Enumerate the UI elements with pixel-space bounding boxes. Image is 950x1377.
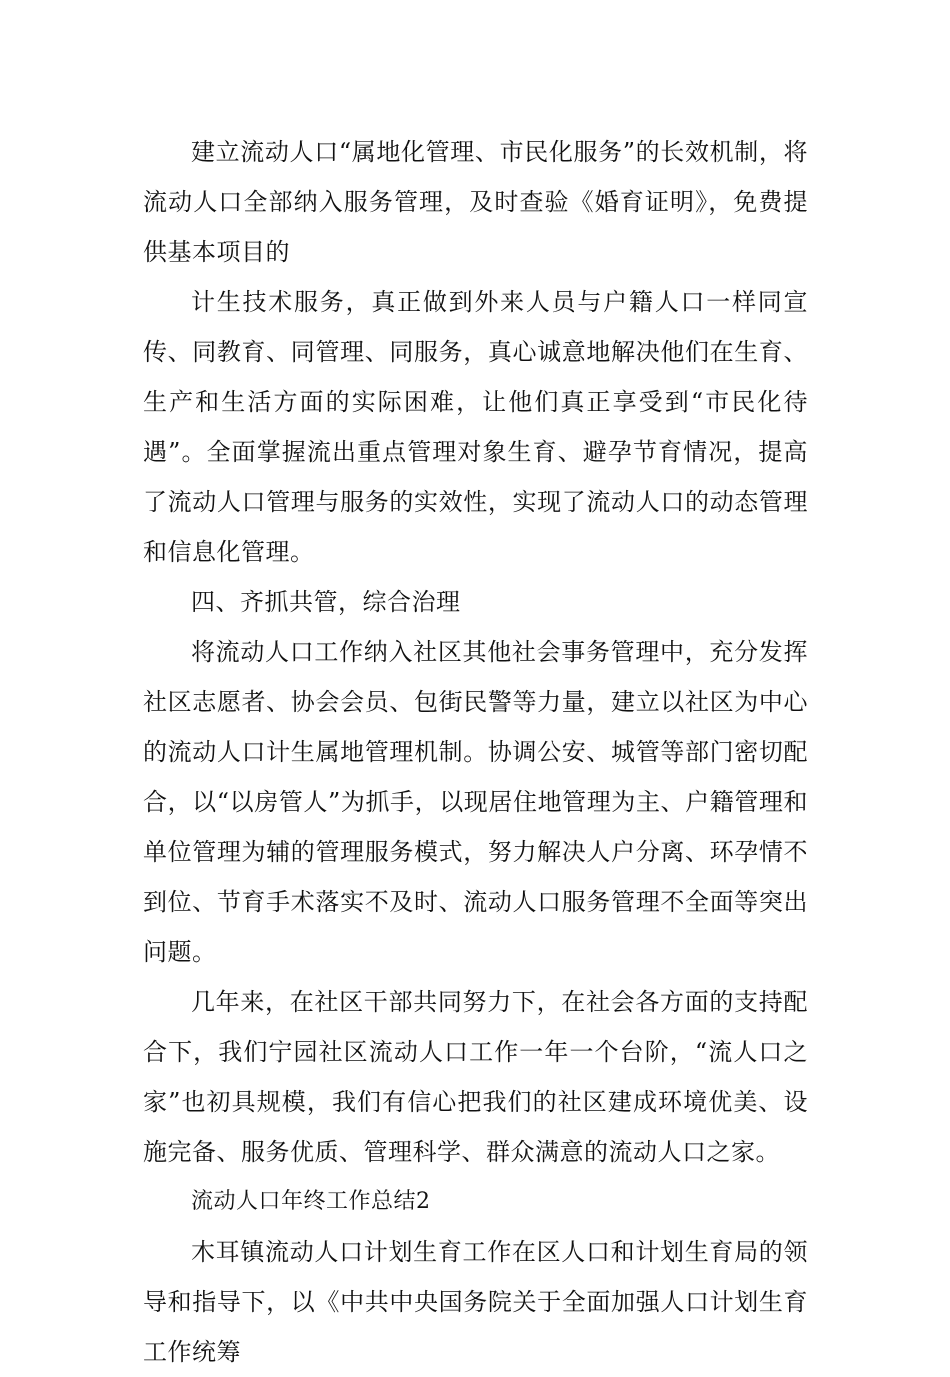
paragraph-conclusion: 几年来，在社区干部共同努力下，在社会各方面的支持配合下，我们宁园社区流动人口工作一年一个台阶，“流人口之家”也初具规模，我们有信心把我们的社区建成环境优美、设施完备、服务优质、管理科学、群众满意的流动人口之家。 <box>143 988 808 1166</box>
paragraph-management: 将流动人口工作纳入社区其他社会事务管理中，充分发挥社区志愿者、协会会员、包街民警等力量，建立以社区为中心的流动人口计生属地管理机制。协调公安、城管等部门密切配合，以“以房管人”为抓手，以现居住地管理为主、户籍管理和单位管理为辅的管理服务模式，努力解决人户分离、环孕情不到位、节育手术落实不及时、流动人口服务管理不全面等突出问题。 <box>143 638 808 966</box>
paragraph-mechanism: 建立流动人口“属地化管理、市民化服务”的长效机制，将流动人口全部纳入服务管理，及时查验《婚育证明》，免费提供基本项目的 <box>143 138 808 266</box>
document-subtitle: 流动人口年终工作总结2 <box>191 1189 431 1214</box>
document-body <box>143 127 808 1377</box>
paragraph-muer-town: 木耳镇流动人口计划生育工作在区人口和计划生育局的领导和指导下，以《中共中央国务院关于全面加强人口计划生育工作统筹 <box>143 1238 808 1366</box>
section-heading-four: 四、齐抓共管，综合治理 <box>191 588 461 616</box>
paragraph-technical-service: 计生技术服务，真正做到外来人员与户籍人口一样同宣传、同教育、同管理、同服务，真心诚意地解决他们在生育、生产和生活方面的实际困难，让他们真正享受到“市民化待遇”。全面掌握流出重点管理对象生育、避孕节育情况，提高了流动人口管理与服务的实效性，实现了流动人口的动态管理和信息化管理。 <box>143 288 808 566</box>
